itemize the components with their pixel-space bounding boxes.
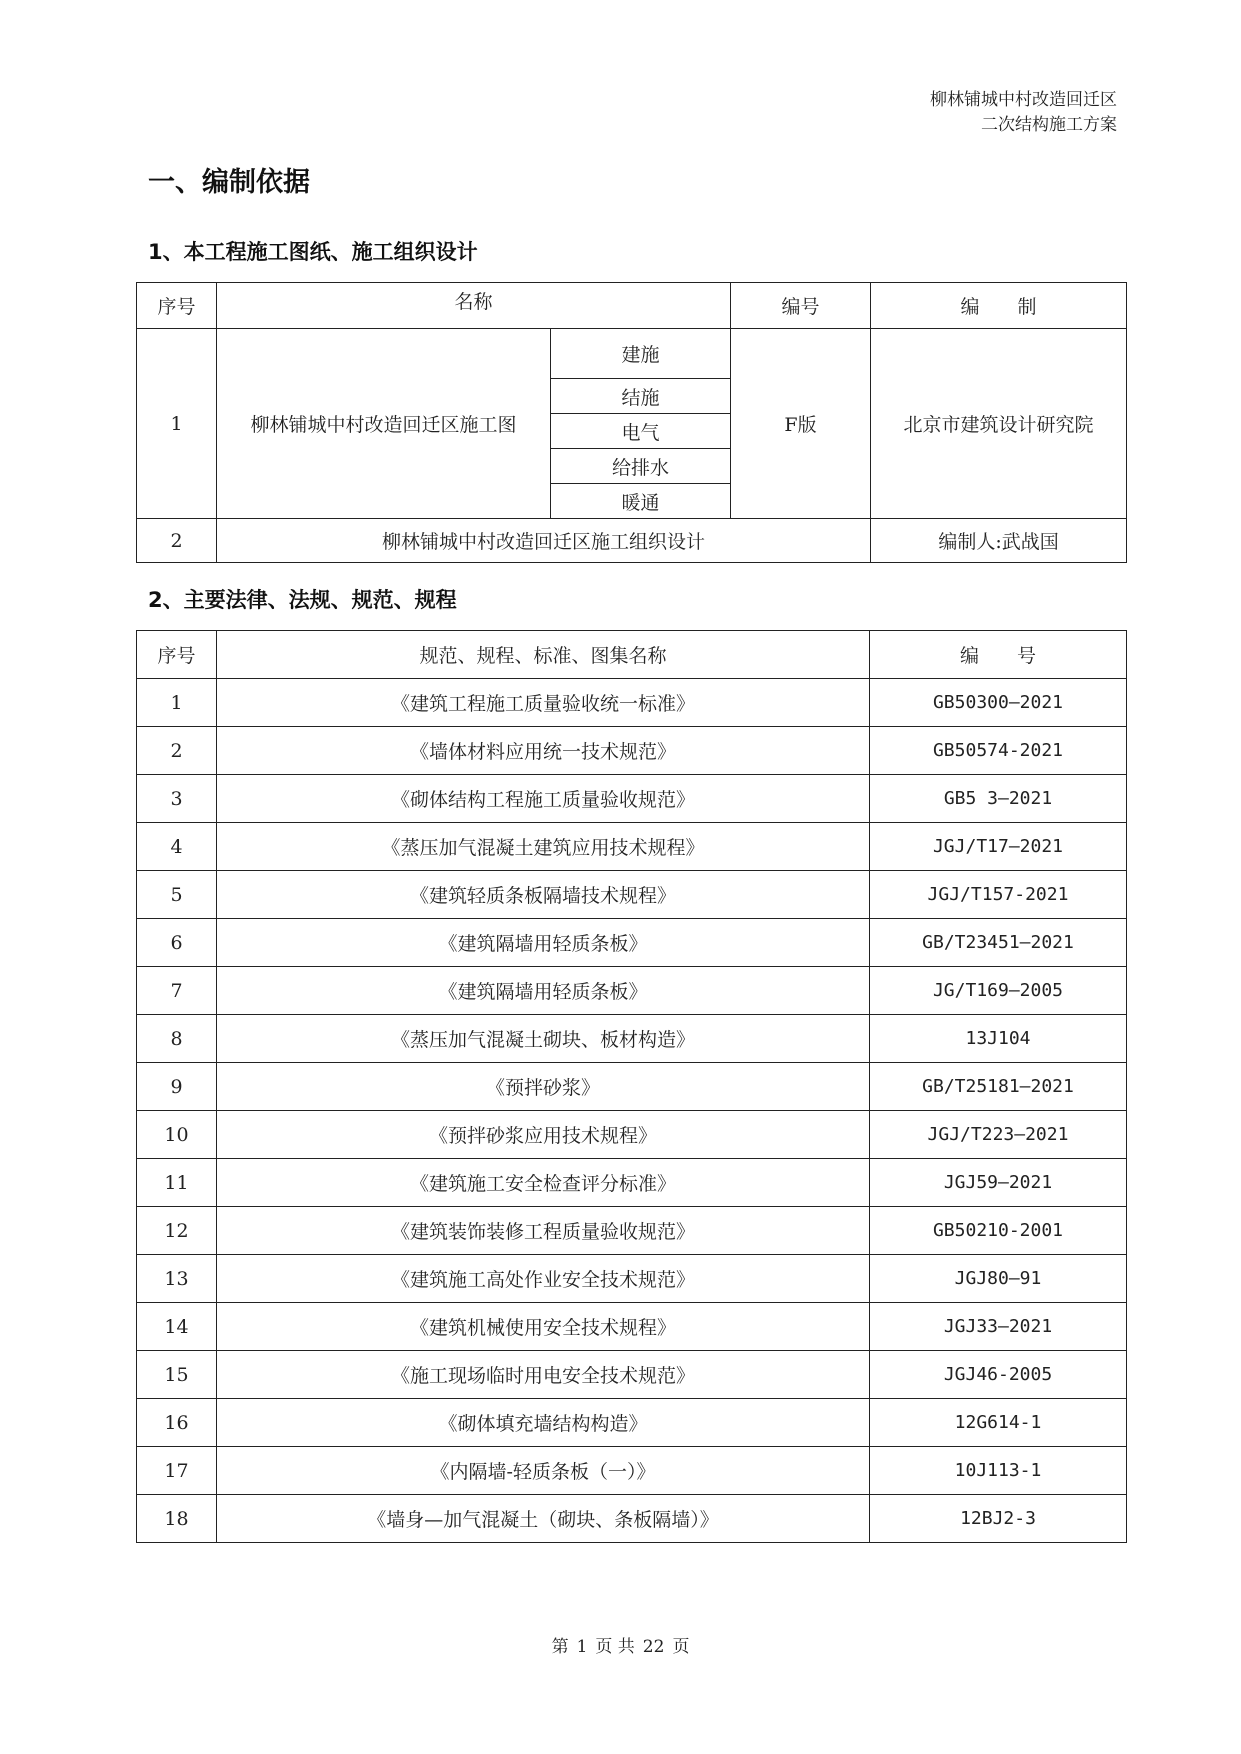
col-header-name: 名称: [217, 283, 731, 329]
row-no: 3: [137, 775, 217, 823]
row-code: GB/T25181—2021: [870, 1063, 1127, 1111]
table-row: [137, 727, 1127, 775]
standards-table: [136, 630, 1127, 1543]
row-code: 12BJ2-3: [870, 1495, 1127, 1543]
row-no: 18: [137, 1495, 217, 1543]
table-row: [137, 871, 1127, 919]
row-no: 13: [137, 1255, 217, 1303]
table-row: [137, 823, 1127, 871]
row-name: 《建筑装饰装修工程质量验收规范》: [217, 1207, 870, 1255]
row-name: 《墙身—加气混凝土（砌块、条板隔墙）》: [217, 1495, 870, 1543]
row-no: 10: [137, 1111, 217, 1159]
row-name: 《建筑工程施工质量验收统一标准》: [217, 679, 870, 727]
row-no: 7: [137, 967, 217, 1015]
row-code: GB50574-2021: [870, 727, 1127, 775]
row-no: 16: [137, 1399, 217, 1447]
row-name: 《建筑隔墙用轻质条板》: [217, 967, 870, 1015]
row-part: 建施: [551, 329, 731, 379]
table-header-row: [137, 283, 1127, 329]
row-code: JGJ/T17—2021: [870, 823, 1127, 871]
row-name: 《施工现场临时用电安全技术规范》: [217, 1351, 870, 1399]
page-footer: [0, 1632, 1241, 1657]
table-row: [137, 519, 1127, 563]
row-author: 北京市建筑设计研究院: [871, 329, 1127, 519]
row-name: 《预拌砂浆应用技术规程》: [217, 1111, 870, 1159]
row-code: GB/T23451—2021: [870, 919, 1127, 967]
table-row: [137, 1447, 1127, 1495]
row-no: 1: [137, 329, 217, 519]
section-title: 一、编制依据: [148, 167, 310, 198]
subsection-title-standards: 2、主要法律、法规、规范、规程: [148, 588, 457, 612]
row-author: 编制人:武战国: [871, 519, 1127, 563]
table-row: [137, 1399, 1127, 1447]
footer-mid: 页 共: [595, 1637, 635, 1657]
col-header-no: 序号: [137, 631, 217, 679]
header-project: 柳林铺城中村改造回迁区: [930, 90, 1117, 110]
header-doc-title: 二次结构施工方案: [981, 115, 1117, 135]
table-row: [137, 1111, 1127, 1159]
row-code: JGJ/T223—2021: [870, 1111, 1127, 1159]
col-header-code: 编 号: [870, 631, 1127, 679]
row-no: 8: [137, 1015, 217, 1063]
row-name: 《墙体材料应用统一技术规范》: [217, 727, 870, 775]
row-name: 《砌体结构工程施工质量验收规范》: [217, 775, 870, 823]
row-part: 给排水: [551, 449, 731, 484]
row-code: JGJ59—2021: [870, 1159, 1127, 1207]
footer-page-number: 1: [576, 1637, 588, 1657]
row-name: 《建筑施工高处作业安全技术规范》: [217, 1255, 870, 1303]
row-code: 13J104: [870, 1015, 1127, 1063]
table-row: [137, 679, 1127, 727]
row-part: 结施: [551, 379, 731, 414]
row-no: 17: [137, 1447, 217, 1495]
row-no: 4: [137, 823, 217, 871]
footer-suffix: 页: [672, 1637, 690, 1657]
col-header-no: 序号: [137, 283, 217, 329]
col-header-author: 编 制: [871, 283, 1127, 329]
row-name: 《预拌砂浆》: [217, 1063, 870, 1111]
row-name: 《砌体填充墙结构构造》: [217, 1399, 870, 1447]
col-header-name: 规范、规程、标准、图集名称: [217, 631, 870, 679]
table-header-row: [137, 631, 1127, 679]
row-code: JGJ46-2005: [870, 1351, 1127, 1399]
row-code: GB5 3—2021: [870, 775, 1127, 823]
row-name: 《内隔墙-轻质条板（一）》: [217, 1447, 870, 1495]
footer-prefix: 第: [551, 1637, 569, 1657]
row-name: 柳林铺城中村改造回迁区施工图: [217, 329, 551, 519]
row-part: 暖通: [551, 484, 731, 519]
row-no: 11: [137, 1159, 217, 1207]
row-no: 2: [137, 519, 217, 563]
row-code: JG/T169—2005: [870, 967, 1127, 1015]
drawings-table: [136, 282, 1127, 563]
row-code: JGJ80—91: [870, 1255, 1127, 1303]
row-name: 《蒸压加气混凝土砌块、板材构造》: [217, 1015, 870, 1063]
row-name: 《建筑施工安全检查评分标准》: [217, 1159, 870, 1207]
row-code: GB50210-2001: [870, 1207, 1127, 1255]
row-name: 《建筑轻质条板隔墙技术规程》: [217, 871, 870, 919]
row-no: 6: [137, 919, 217, 967]
col-header-code: 编号: [731, 283, 871, 329]
row-part: 电气: [551, 414, 731, 449]
row-no: 9: [137, 1063, 217, 1111]
row-name: 柳林铺城中村改造回迁区施工组织设计: [217, 519, 871, 563]
table-row: [137, 919, 1127, 967]
row-code: JGJ33—2021: [870, 1303, 1127, 1351]
table-row: [137, 1351, 1127, 1399]
row-no: 14: [137, 1303, 217, 1351]
row-code: 10J113-1: [870, 1447, 1127, 1495]
table-row: [137, 1159, 1127, 1207]
table-row: [137, 1255, 1127, 1303]
table-row: [137, 1495, 1127, 1543]
table-row: [137, 1207, 1127, 1255]
row-name: 《蒸压加气混凝土建筑应用技术规程》: [217, 823, 870, 871]
table-row: [137, 329, 1127, 379]
row-code: GB50300—2021: [870, 679, 1127, 727]
row-no: 2: [137, 727, 217, 775]
row-code: F版: [731, 329, 871, 519]
row-no: 1: [137, 679, 217, 727]
row-no: 12: [137, 1207, 217, 1255]
row-name: 《建筑隔墙用轻质条板》: [217, 919, 870, 967]
row-no: 5: [137, 871, 217, 919]
table-row: [137, 967, 1127, 1015]
row-code: 12G614-1: [870, 1399, 1127, 1447]
page-header: [930, 88, 1117, 138]
table-row: [137, 775, 1127, 823]
table-row: [137, 1063, 1127, 1111]
table-row: [137, 1015, 1127, 1063]
table-row: [137, 1303, 1127, 1351]
row-code: JGJ/T157-2021: [870, 871, 1127, 919]
footer-total-pages: 22: [642, 1637, 665, 1657]
row-name: 《建筑机械使用安全技术规程》: [217, 1303, 870, 1351]
subsection-title-drawings: 1、本工程施工图纸、施工组织设计: [148, 240, 478, 264]
row-no: 15: [137, 1351, 217, 1399]
